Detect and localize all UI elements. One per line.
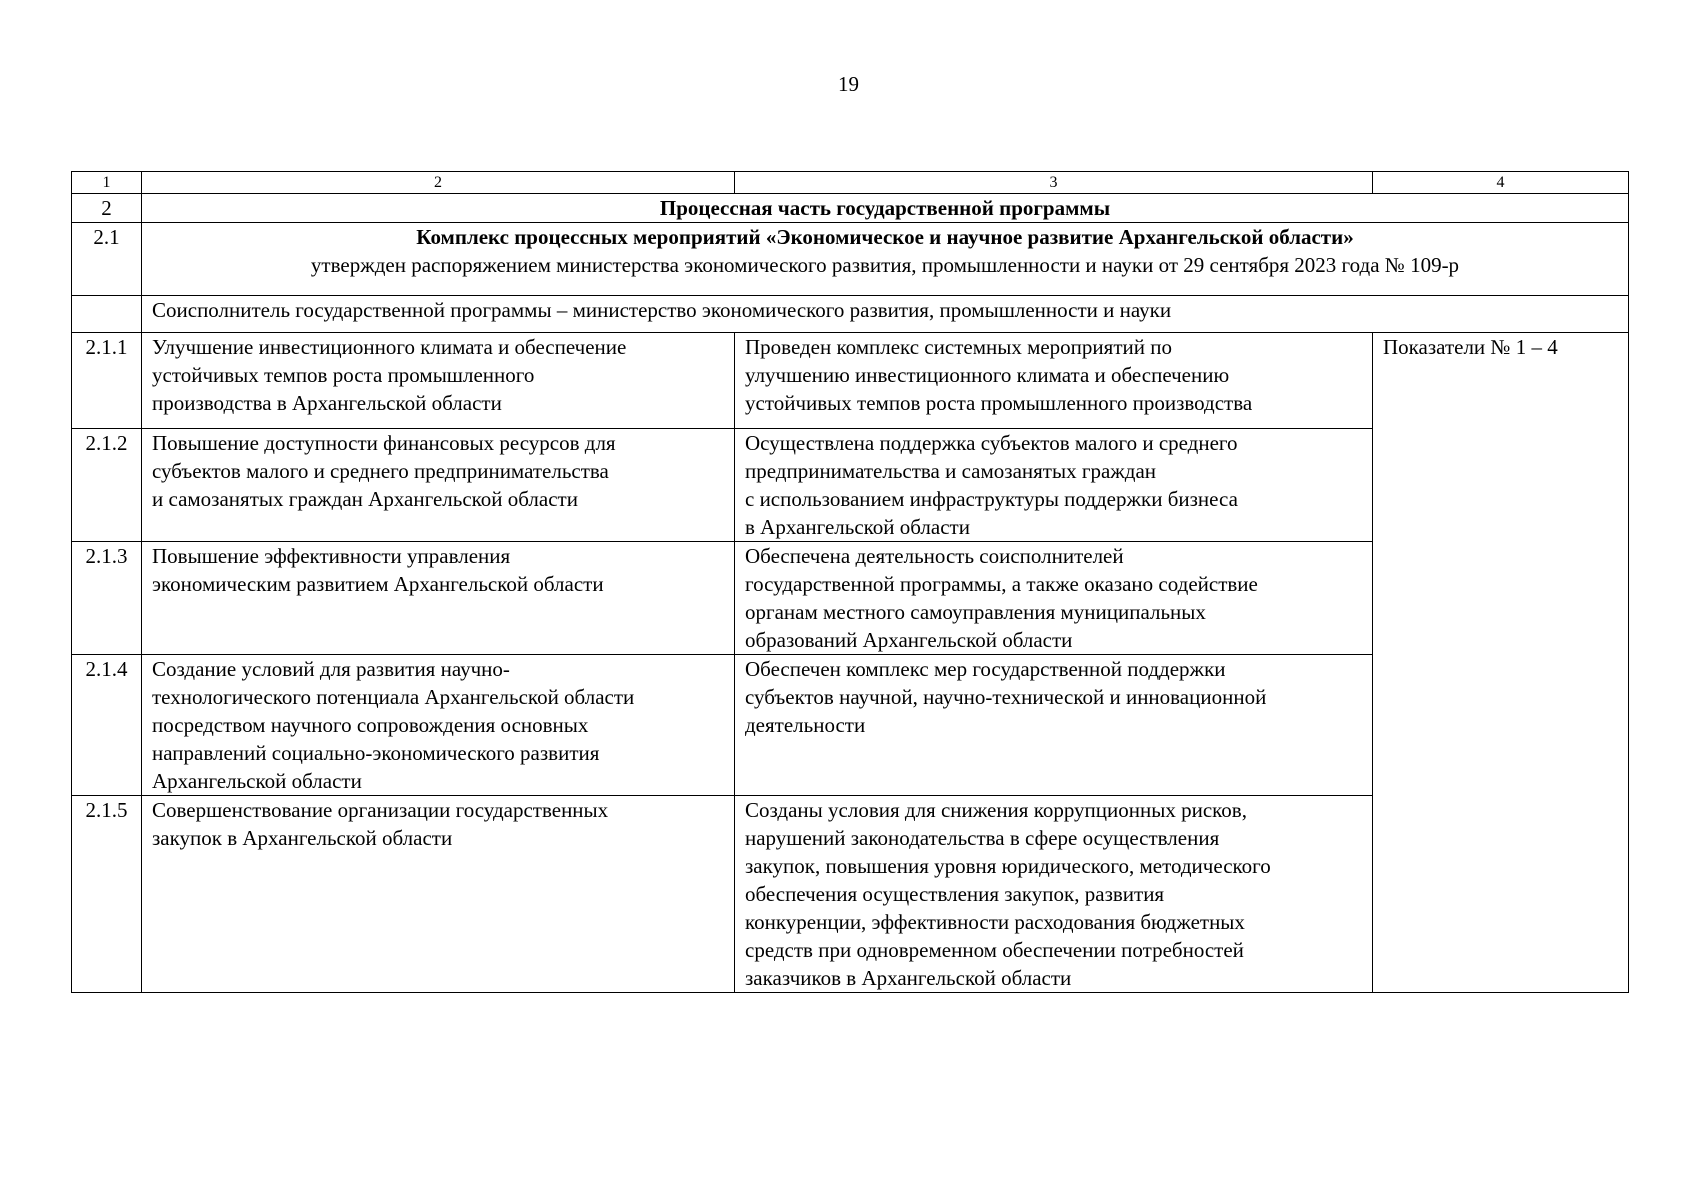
result-line: Осуществлена поддержка субъектов малого и среднего (745, 431, 1238, 455)
result-line: обеспечения осуществления закупок, развития (745, 882, 1165, 906)
page-number: 19 (838, 72, 859, 96)
task-line: Повышение эффективности управления (152, 544, 511, 568)
program-table (71, 171, 1629, 993)
result-line: Проведен комплекс системных мероприятий по (745, 335, 1172, 359)
task-line: закупок в Архангельской области (152, 826, 453, 850)
task-line: субъектов малого и среднего предпринимательства (152, 459, 609, 483)
result-line: устойчивых темпов роста промышленного производства (745, 391, 1253, 415)
result-cell (735, 333, 1373, 429)
task-line: производства в Архангельской области (152, 391, 502, 415)
result-cell (735, 542, 1373, 655)
result-line: Обеспечена деятельность соисполнителей (745, 544, 1124, 568)
result-line: субъектов научной, научно-технической и инновационной (745, 685, 1267, 709)
task-line: и самозанятых граждан Архангельской области (152, 487, 578, 511)
row-number: 2.1.5 (72, 796, 142, 993)
empty-cell (72, 296, 142, 333)
task-line: направлений социально-экономического развития (152, 741, 600, 765)
coexecutor-text: Соисполнитель государственной программы – министерство экономического развития, промышленности и науки (142, 296, 1629, 333)
task-cell (142, 655, 735, 796)
column-number-row (72, 172, 1629, 194)
result-cell (735, 796, 1373, 993)
task-line: Совершенствование организации государственных (152, 798, 609, 822)
table-row (72, 333, 1629, 429)
section-number: 2 (72, 194, 142, 223)
task-line: Повышение доступности финансовых ресурсов для (152, 431, 616, 455)
complex-title: Комплекс процессных мероприятий «Экономическое и научное развитие Архангельской области» (416, 225, 1354, 249)
result-line: Обеспечен комплекс мер государственной поддержки (745, 657, 1226, 681)
result-line: нарушений законодательства в сфере осуществления (745, 826, 1220, 850)
result-cell (735, 655, 1373, 796)
result-line: с использованием инфраструктуры поддержки бизнеса (745, 487, 1238, 511)
result-line: деятельности (745, 713, 866, 737)
task-line: Улучшение инвестиционного климата и обеспечение (152, 335, 627, 359)
result-line: средств при одновременном обеспечении потребностей (745, 938, 1244, 962)
coexecutor-row (72, 296, 1629, 333)
task-line: Создание условий для развития научно- (152, 657, 510, 681)
section-row (72, 194, 1629, 223)
column-number: 3 (735, 172, 1373, 194)
task-line: посредством научного сопровождения основных (152, 713, 589, 737)
row-number: 2.1.3 (72, 542, 142, 655)
task-line: устойчивых темпов роста промышленного (152, 363, 535, 387)
result-line: государственной программы, а также оказано содействие (745, 572, 1258, 596)
task-line: технологического потенциала Архангельской области (152, 685, 635, 709)
complex-subtitle: утвержден распоряжением министерства экономического развития, промышленности и науки от 29 сентября 2023 года № 109-р (310, 253, 1460, 277)
indicators-cell: Показатели № 1 – 4 (1373, 333, 1629, 993)
task-line: экономическим развитием Архангельской области (152, 572, 604, 596)
column-number: 4 (1373, 172, 1629, 194)
task-cell (142, 429, 735, 542)
result-line: Созданы условия для снижения коррупционных рисков, (745, 798, 1247, 822)
task-cell (142, 796, 735, 993)
result-line: улучшению инвестиционного климата и обеспечению (745, 363, 1230, 387)
result-cell (735, 429, 1373, 542)
task-cell (142, 333, 735, 429)
result-line: предпринимательства и самозанятых граждан (745, 459, 1157, 483)
result-line: конкуренции, эффективности расходования бюджетных (745, 910, 1245, 934)
task-line: Архангельской области (152, 769, 362, 793)
complex-row (72, 223, 1629, 296)
column-number: 2 (142, 172, 735, 194)
section-title: Процессная часть государственной программы (142, 194, 1629, 223)
result-line: заказчиков в Архангельской области (745, 966, 1072, 990)
task-cell (142, 542, 735, 655)
result-line: образований Архангельской области (745, 628, 1073, 652)
row-number: 2.1.4 (72, 655, 142, 796)
row-number: 2.1.1 (72, 333, 142, 429)
result-line: закупок, повышения уровня юридического, методического (745, 854, 1271, 878)
complex-cell (142, 223, 1629, 296)
column-number: 1 (72, 172, 142, 194)
result-line: органам местного самоуправления муниципальных (745, 600, 1206, 624)
row-number: 2.1.2 (72, 429, 142, 542)
result-line: в Архангельской области (745, 515, 970, 539)
complex-number: 2.1 (72, 223, 142, 296)
